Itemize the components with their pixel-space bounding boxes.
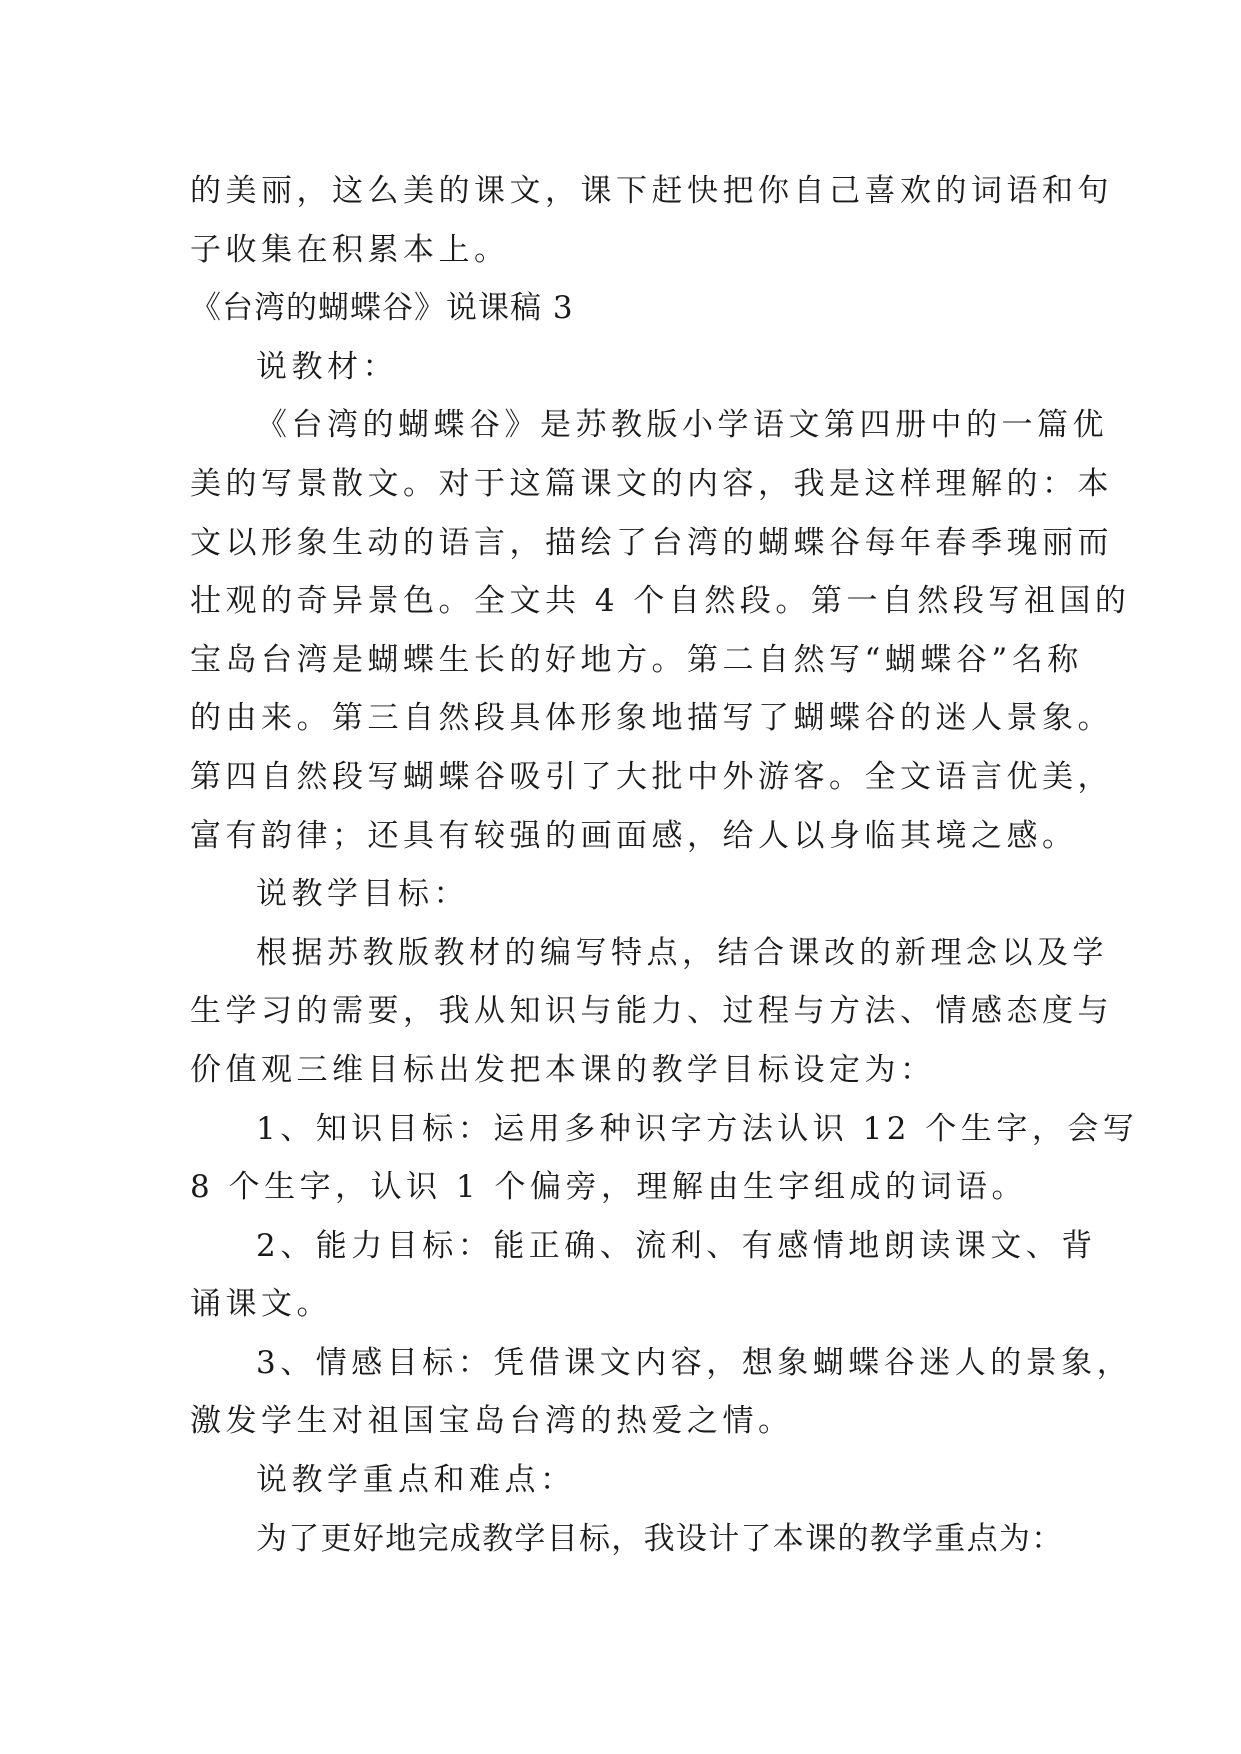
- subheading-key-points: 说教学重点和难点：: [256, 1462, 576, 1499]
- paragraph-line: 《台湾的蝴蝶谷》是苏教版小学语文第四册中的一篇优: [256, 407, 1108, 444]
- goal-item-ability: 2、能力目标：能正确、流利、有感情地朗读课文、背: [256, 1227, 1097, 1264]
- paragraph-line: 文以形象生动的语言，描绘了台湾的蝴蝶谷每年春季瑰丽而: [190, 524, 1113, 561]
- paragraph-line: 的美丽，这么美的课文，课下赶快把你自己喜欢的词语和句: [190, 173, 1113, 209]
- subheading-teaching-goals: 说教学目标：: [256, 876, 469, 913]
- document-body: [190, 162, 1139, 1568]
- paragraph-line: 美的写景散文。对于这篇课文的内容，我是这样理解的：本: [190, 465, 1113, 502]
- paragraph-line: 为了更好地完成教学目标，我设计了本课的教学重点为：: [256, 1520, 1064, 1557]
- paragraph-line: 壮观的奇异景色。全文共 4 个自然段。第一自然段写祖国的: [190, 583, 1131, 620]
- paragraph-line: 激发学生对祖国宝岛台湾的热爱之情。: [190, 1403, 794, 1440]
- paragraph-line: 8 个生字，认识 1 个偏旁，理解由生字组成的词语。: [190, 1169, 1028, 1206]
- paragraph-line: 第四自然段写蝴蝶谷吸引了大批中外游客。全文语言优美，: [190, 758, 1113, 795]
- goal-item-emotion: 3、情感目标：凭借课文内容，想象蝴蝶谷迷人的景象，: [256, 1344, 1133, 1381]
- paragraph-line: 根据苏教版教材的编写特点，结合课改的新理念以及学: [256, 934, 1108, 971]
- paragraph-line: 的由来。第三自然段具体形象地描写了蝴蝶谷的迷人景象。: [190, 700, 1113, 737]
- goal-item-knowledge: 1、知识目标：运用多种识字方法认识 12 个生字，会写: [256, 1110, 1139, 1147]
- paragraph-line: 价值观三维目标出发把本课的教学目标设定为：: [190, 1051, 936, 1088]
- subheading-teaching-material: 说教材：: [256, 348, 398, 385]
- section-heading: 《台湾的蝴蝶谷》说课稿 3: [190, 290, 574, 327]
- paragraph-line: 富有韵律；还具有较强的画面感，给人以身临其境之感。: [190, 817, 1078, 854]
- paragraph-line: 宝岛台湾是蝴蝶生长的好地方。第二自然写“蝴蝶谷”名称: [190, 641, 1083, 678]
- paragraph-line: 生学习的需要，我从知识与能力、过程与方法、情感态度与: [190, 993, 1113, 1030]
- paragraph-line: 诵课文。: [190, 1286, 332, 1323]
- paragraph-line: 子收集在积累本上。: [190, 231, 510, 268]
